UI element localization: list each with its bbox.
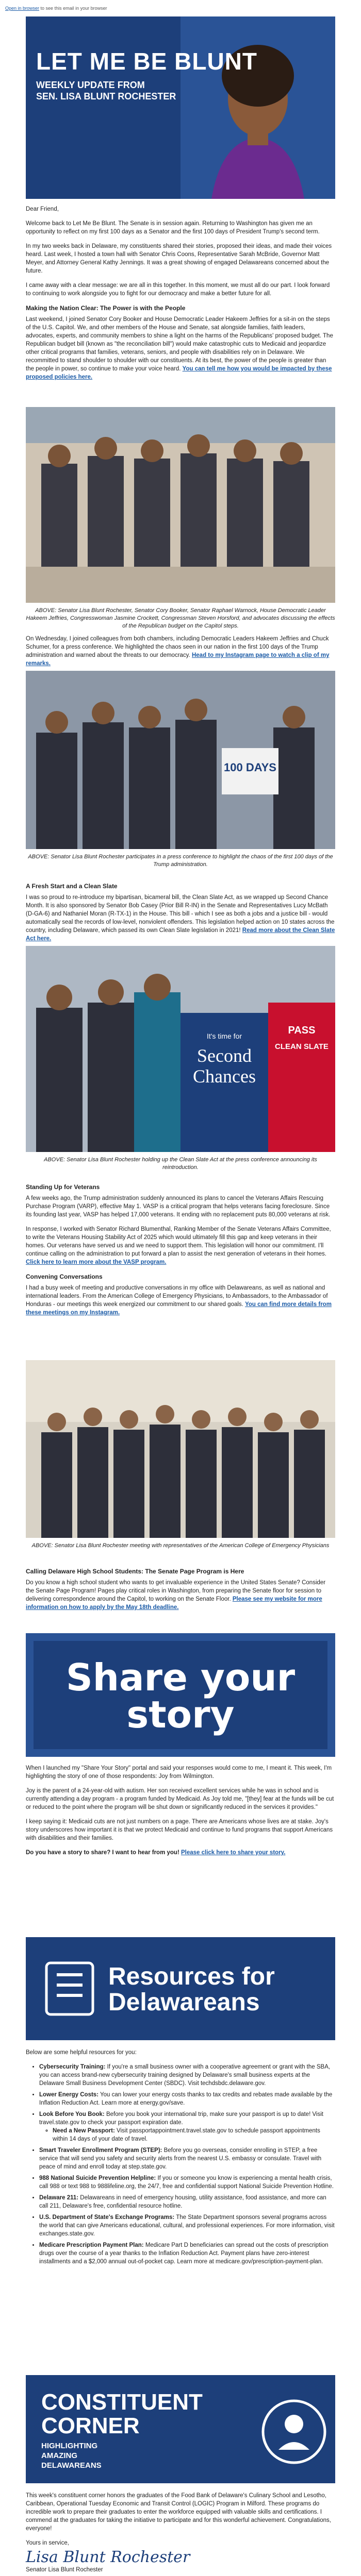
resources-banner-line1: Resources for [108, 1963, 275, 1990]
sender-name: Senator Lisa Blunt Rochester [26, 2567, 103, 2573]
sit-in-photo [26, 407, 335, 603]
section1-paragraph-1: Last weekend, I joined Senator Cory Booker and House Democratic Leader Hakeem Jeffries for a sit-in on the steps of the U.S. Capitol. We, and other members of the House and Senate, sat alongside families, faith leaders, advocates, experts, and community members to shine a light on the harms of the Republicans' proposed budget. The Republican budget bill (known as "the reconciliation bill") would make catastrophic cuts to Medicaid and jeopardize other critical programs that families, veterans, seniors, and people with disabilities rely on in Delaware. We recommitted to stand shoulder to shoulder with our constituents. At its best, the power of the people is greater than the people in power, so continue to make your voice heard. You can tell me how you would be impacted by these proposed policies here. [26, 316, 333, 380]
photo2-caption: ABOVE: Senator Lisa Blunt Rochester participates in a press conference to highlight the chaos of the first 100 days of the Trump administration. [28, 854, 333, 868]
resource-item: • Medicare Prescription Payment Plan: Medicare Part D beneficiaries can spread out the costs of prescription drugs over the course of a year thanks to the Inflation Reduction Act. Payment plans have zero-interest installments and a $2,000 annual out-of-pocket cap. Learn more at medicare.gov/prescription-payment-plan. [39, 2241, 335, 2266]
section2-paragraph-1: I was so proud to re-introduce my bipartisan, bicameral bill, the Clean Slate Act, as we wrapped up Second Chance Month. It is also sponsored by Senator Bob Casey (Prior Bill R-IN) in the Senate and Representatives Lucy McBath (D-GA-6) and Nathaniel Moran (R-TX-1) in the House. This bill - which I see as both a jobs and a justice bill - would automatically seal the records of low-level, nonviolent offenders. This legislation helped action on 10 states across the country, including Delaware, which passed its own Clean Slate legislation in 2021! Read more about the Clean Slate Act here. [26, 894, 335, 942]
section4-paragraph-1: I had a busy week of meeting and productive conversations in my office with Delawareans, as well as national and international leaders. From the American College of Emergency Physicians, to Ambassadors, to the Ambassador of Honduras - our meetings this week energized our commitment to our shared goals. You can find more details from these meetings on my Instagram. [26, 1285, 332, 1316]
constituent-section [26, 2492, 335, 2576]
share-story-link[interactable]: Please click here to share your story. [180, 1850, 286, 1856]
share-section [26, 1764, 335, 1863]
section1-heading: Making the Nation Clear: The Power is with the People [26, 304, 186, 312]
page-program-link[interactable]: Please see my website for more information on how to apply by the May 18th deadline. [26, 1596, 322, 1611]
resource-item: • Cybersecurity Training: If you're a small business owner with a cooperative agreement or grant with the SBA, you can access brand-new cybersecurity training designed by Delaware's small business experts at the Delaware Small Business Development Center (SBDC). Visit techdsbdc.delaware.gov. [39, 2063, 335, 2088]
meeting-photo-image [26, 1360, 335, 1538]
section4-heading: Convening Conversations [26, 1273, 103, 1280]
hero-background [26, 16, 335, 199]
vasp-link[interactable]: Click here to learn more about the VASP program. [26, 1259, 167, 1265]
section3-paragraph-1: A few weeks ago, the Trump administration suddenly announced its plans to cancel the Veterans Affairs Rescuing Purchase Program (VARP), effective May 1. VASP is a critical program that helps veterans facing foreclosure. Since its founding last year, VASP has helped 17,000 veterans. It ending with no replacement puts 80,000 veterans at risk. [26, 1195, 331, 1218]
closing: Yours in service, [26, 2540, 69, 2546]
svg-text:100 DAYS: 100 DAYS [224, 761, 276, 774]
sign-line-4: PASS [288, 1025, 316, 1036]
sit-in-photo-image [26, 407, 335, 603]
section1-press [26, 635, 335, 674]
sign-line-2: Second [197, 1045, 252, 1066]
resource-item: • 988 National Suicide Prevention Helpline: If you or someone you know is experiencing a mental health crisis, call 988 or text 988 to 988lifeline.org, the 24/7, free and confidential support National Suicide Prevention Hotline. [39, 2174, 335, 2191]
share-paragraph-2: Joy is the parent of a 24-year-old with autism. Her son received excellent services while he was in school and is currently attending a day program - a program funded by Medicaid. As Joy told me, "[they] fear at the funds will be cut or reduced to the point where the program will be shut down or significantly reduced in the services it provides." [26, 1788, 334, 1810]
browser-notice [0, 0, 361, 16]
greeting: Dear Friend, [26, 206, 59, 212]
resource-item: • Delaware 211: Delawareans in need of emergency housing, utility assistance, food assistance, and more can call 211, Delaware's free, confidential resource hotline. [39, 2194, 335, 2210]
share-paragraph-3: I keep saying it: Medicaid cuts are not just numbers on a page. There are Americans whose lives are at stake. Joy's story underscores how important it is that we protect Medicaid and continue to fund programs that support Americans with disabilities and their families. [26, 1819, 333, 1841]
resources-banner [26, 1937, 335, 2040]
sign-line-1: It's time for [206, 1032, 242, 1040]
resources-banner-line2: Delawareans [108, 1989, 260, 2016]
constituent-banner-line4: AMAZING [41, 2451, 77, 2460]
resource-item: • Lower Energy Costs: You can lower your energy costs thanks to tax credits and rebates made available by the Inflation Reduction Act. Learn more at energy.gov/save. [39, 2091, 335, 2107]
section1-paragraph-2: On Wednesday, I joined colleagues from both chambers, including Democratic Leaders Hakeem Jeffries and Chuck Schumer, for a press conference. We highlighted the chaos seen in our nation in the first 100 days of the Trump administration and warned about the threats to our democracy. Head to my Instagram page to watch a clip of my remarks. [26, 636, 330, 667]
resource-item: • U.S. Department of State's Exchange Programs: The State Department sponsors several programs across the world that can give Americans educational, cultural, and professional experiences. For more information, visit exchanges.state.gov. [39, 2213, 335, 2238]
hero-title: LET ME BE BLUNT [36, 48, 257, 75]
meeting-photo [26, 1360, 335, 1538]
constituent-paragraph-1: This week's constituent corner honors the graduates of the Food Bank of Delaware's Culinary School and Lesotho, Caribbean, Operational Tuesday Economic and Transit Control (LOGIC) Program in Milford. These programs do incredible work to prepare their graduates to enter the workforce equipped with valuable skills and certifications. I commend at the graduates for taking the initiative to participate and for this wonderful achievement. Congratulations, everyone! [26, 2493, 331, 2532]
browser-notice-text: to see this email in your browser [39, 6, 107, 11]
photo3-caption: ABOVE: Senator Lisa Blunt Rochester holding up the Clean Slate Act at the press conference announcing its reintroduction. [44, 1157, 317, 1171]
constituent-corner-banner [26, 2375, 335, 2483]
resource-item: • Smart Traveler Enrollment Program (STEP): Before you go overseas, consider enrolling in STEP, a free service that will send you safety and security alerts from the nearest U.S. embassy or consulate. Travel with peace of mind and enroll today at step.state.gov. [39, 2146, 335, 2171]
share-impact-link[interactable]: You can tell me how you would be impacted by these proposed policies here. [26, 366, 332, 380]
clean-slate-link[interactable]: Read more about the Clean Slate Act here. [26, 927, 335, 942]
instagram-remarks-link[interactable]: Head to my Instagram page to watch a clip of my remarks. [26, 652, 330, 667]
press-conference-photo-image [26, 671, 335, 849]
intro-section [26, 205, 335, 387]
intro-paragraph-3: I came away with a clear message: we are all in this together. In this moment, we must all do our part. I look forward to continuing to work alongside you to fight for our democracy and make a better future for all. [26, 282, 330, 297]
section2-heading: A Fresh Start and a Clean Slate [26, 883, 118, 890]
clean-slate-photo [26, 946, 335, 1152]
constituent-banner-line1: CONSTITUENT [41, 2389, 203, 2415]
photo1-caption: ABOVE: Senator Lisa Blunt Rochester, Senator Cory Booker, Senator Raphael Warnock, House Democratic Leader Hakeem Jeffries, Congresswoman Jasmine Crockett, Congressman Steven Horsford, and advocates discussing the effects of the Republican budget on the Capitol steps. [26, 607, 335, 629]
constituent-banner-line3: HIGHLIGHTING [41, 2442, 98, 2450]
resources-list [26, 2063, 335, 2266]
resource-subitem: ◦ Need a New Passport: Visit passportappointment.travel.state.gov to schedule passport appointments within 14 days of your date of travel. [53, 2127, 335, 2143]
share-banner-line2: story [126, 1693, 235, 1736]
clean-slate-section [26, 879, 335, 949]
resource-item: • Look Before You Book: Before you book your international trip, make sure your passport is up to date! Visit travel.state.gov to check your passport expiration date. ◦ Need a New Passport: Visit passportappointment.travel.state.gov to schedule passport appointments within 14 days of your date of travel. [39, 2110, 335, 2143]
press-conference-photo [26, 671, 335, 849]
open-in-browser-link[interactable]: Open in browser [5, 6, 40, 11]
signature: Lisa Blunt Rochester [26, 2548, 190, 2566]
section3-paragraph-2: In response, I worked with Senator Richard Blumenthal, Ranking Member of the Senate Veterans Affairs Committee, to write the Veterans Housing Stability Act of 2025 which would ultimately fill this gap and keep veterans in their homes. Our veterans have served us and we need to support them. This legislation will honor our commitment. I'll continue calling on the administration to put forward a plan to assist the next generation of veterans in their homes. Click here to learn more about the VASP program. [26, 1226, 331, 1265]
clean-slate-photo-image [26, 946, 335, 1152]
sign-line-5: CLEAN SLATE [275, 1042, 329, 1051]
constituent-banner-line2: CORNER [41, 2413, 140, 2438]
share-paragraph-1: When I launched my "Share Your Story" portal and said your responses would come to me, I meant it. This week, I'm highlighting the story of one of those respondents: Joy from Wilmington. [26, 1765, 332, 1780]
share-banner-line1: Share your [65, 1656, 296, 1699]
section5-paragraph-1: Do you know a high school student who wants to get invaluable experience in the United States Senate? Consider the Senate Page Program! Pages play critical roles in Washington, from preparing the Senate floor for session to delivering correspondence around the Capitol, to working on the Senate Floor. Please see my website for more information on how to apply by the May 18th deadline. [26, 1580, 326, 1611]
hero-subtitle-2: SEN. LISA BLUNT ROCHESTER [36, 91, 176, 101]
hero-banner [26, 16, 335, 199]
page-program-section [26, 1564, 335, 1618]
photo4-caption: ABOVE: Senator Lisa Blunt Rochester meeting with representatives of the American College of Emergency Physicians [31, 1543, 330, 1549]
resources-intro: Below are some helpful resources for you: [26, 2049, 137, 2056]
meetings-instagram-link[interactable]: You can find more details from these meetings on my Instagram. [26, 1301, 332, 1316]
share-paragraph-4: Do you have a story to share? I want to hear from you! Please click here to share your story. [26, 1850, 286, 1856]
hero-subtitle-1: WEEKLY UPDATE FROM [36, 80, 145, 90]
section3-heading: Standing Up for Veterans [26, 1183, 100, 1191]
sign-line-3: Chances [193, 1066, 256, 1087]
share-story-banner [26, 1633, 335, 1757]
section5-heading: Calling Delaware High School Students: The Senate Page Program is Here [26, 1568, 244, 1575]
resources-section [26, 2048, 335, 2269]
veterans-section [26, 1180, 335, 1323]
intro-paragraph-1: Welcome back to Let Me Be Blunt. The Senate is in session again. Returning to Washington has given me an opportunity to reflect on my first 100 days as a Senator and the first 100 days of President Trump's second term. [26, 221, 320, 235]
intro-paragraph-2: In my two weeks back in Delaware, my constituents shared their stories, proposed their ideas, and made their voices heard. Last week, I hosted a town hall with Senator Chris Coons, Representative Sarah McBride, Governor Matt Meyer, and Attorney General Kathy Jennings. It was a great showing of engaged Delawareans concerned about the future. [26, 243, 332, 274]
constituent-banner-line5: DELAWAREANS [41, 2461, 102, 2470]
